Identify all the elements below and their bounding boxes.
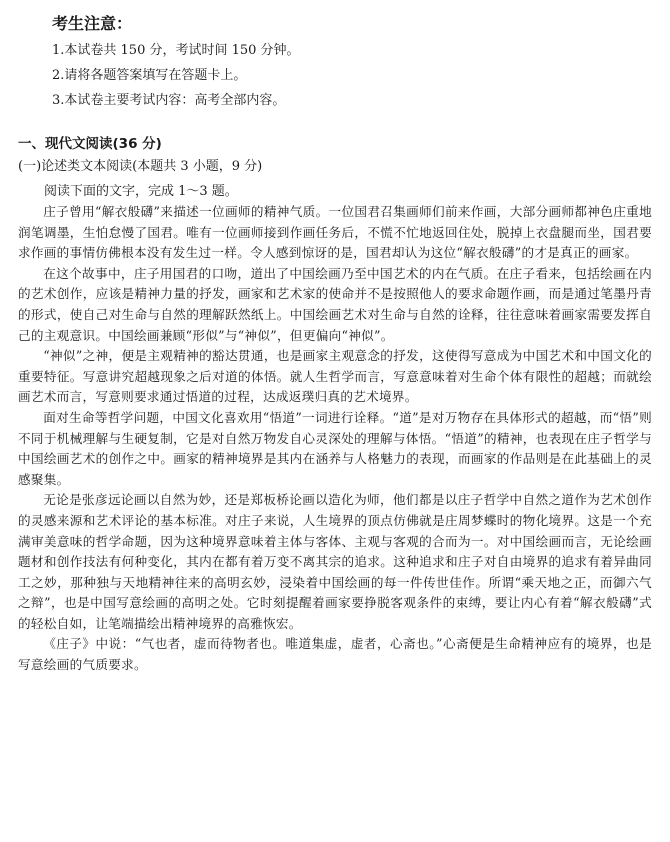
notice-item-3: 3.本试卷主要考试内容：高考全部内容。	[52, 93, 286, 108]
passage-paragraph-6: 《庄子》中说：“气也者，虚而待物者也。唯道集虚，虚者，心斋也。”心斋便是生命精神应有的境界，也是写意绘画的气质要求。	[18, 636, 652, 673]
notice-item-1: 1.本试卷共 150 分，考试时间 150 分钟。	[52, 43, 300, 58]
section-title: 一、现代文阅读(36 分)	[18, 136, 162, 152]
reading-passage	[18, 202, 652, 676]
candidate-notice	[52, 12, 632, 113]
passage-paragraph-1: 庄子曾用“解衣般礴”来描述一位画师的精神气质。一位国君召集画师们前来作画，大部分画师都神色庄重地润笔调墨，生怕怠慢了国君。唯有一位画师接到作画任务后，不慌不忙地返回住处，脱掉上衣盘腿而坐，国君要求作画的事情仿佛根本没有发生过一样。令人感到惊讶的是，国君却认为这位“解衣般礴”的才是真正的画家。	[18, 204, 652, 261]
passage-paragraph-5: 无论是张彦远论画以自然为妙，还是郑板桥论画以造化为师，他们都是以庄子哲学中自然之道作为艺术创作的灵感来源和艺术评论的基本标准。对庄子来说，人生境界的顶点仿佛就是庄周梦蝶时的物化境界。这是一个充满审美意味的哲学命题，因为这种境界意味着主体与客体、主观与客观的合而为一。对中国绘画而言，无论绘画题材和创作技法有何种变化，其内在都有着万变不离其宗的追求。这种追求和庄子对自由境界的追求有着异曲同工之妙，那种独与天地精神往来的高明玄妙，浸染着中国绘画的每一件传世佳作。所谓“乘天地之正，而御六气之辩”，也是中国写意绘画的高明之处。它时刻提醒着画家要挣脱客观条件的束缚，要让内心有着“解衣般礴”式的轻松自如，让笔端描绘出精神境界的高雅恢宏。	[18, 492, 652, 631]
passage-paragraph-3: “神似”之神，便是主观精神的豁达贯通，也是画家主观意念的抒发，这使得写意成为中国艺术和中国文化的重要特征。写意讲究超越现象之后对道的体悟。就人生哲学而言，写意意味着对生命个体有限性的超越；而就绘画艺术而言，写意则要求通过悟道的过程，达成返璞归真的艺术境界。	[18, 348, 652, 405]
notice-item-2: 2.请将各题答案填写在答题卡上。	[52, 68, 247, 83]
passage-paragraph-4: 面对生命等哲学问题，中国文化喜欢用“悟道”一词进行诠释。“道”是对万物存在具体形式的超越，而“悟”则不同于机械理解与生硬复制，它是对自然万物发自心灵深处的理解与体悟。“悟道”的精神，也表现在庄子哲学与中国绘画艺术的创作之中。画家的精神境界是其内在涵养与人格魅力的表现，而画家的作品则是在此基础上的灵感聚集。	[18, 409, 652, 487]
reading-instruction: 阅读下面的文字，完成 1～3 题。	[44, 184, 238, 199]
notice-title: 考生注意：	[52, 14, 133, 33]
section-subtitle: (一)论述类文本阅读(本题共 3 小题，9 分)	[18, 159, 263, 174]
passage-paragraph-2: 在这个故事中，庄子用国君的口吻，道出了中国绘画乃至中国艺术的内在气质。在庄子看来，包括绘画在内的艺术创作，应该是精神力量的抒发，画家和艺术家的使命并不是按照他人的要求命题作画，而是通过笔墨丹青的形式，使自己对生命与自然的理解跃然纸上。中国绘画艺术对生命与自然的诠释，往往意味着画家需要发挥自己的主观意识。中国绘画兼顾“形似”与“神似”，但更偏向“神似”。	[18, 265, 652, 343]
